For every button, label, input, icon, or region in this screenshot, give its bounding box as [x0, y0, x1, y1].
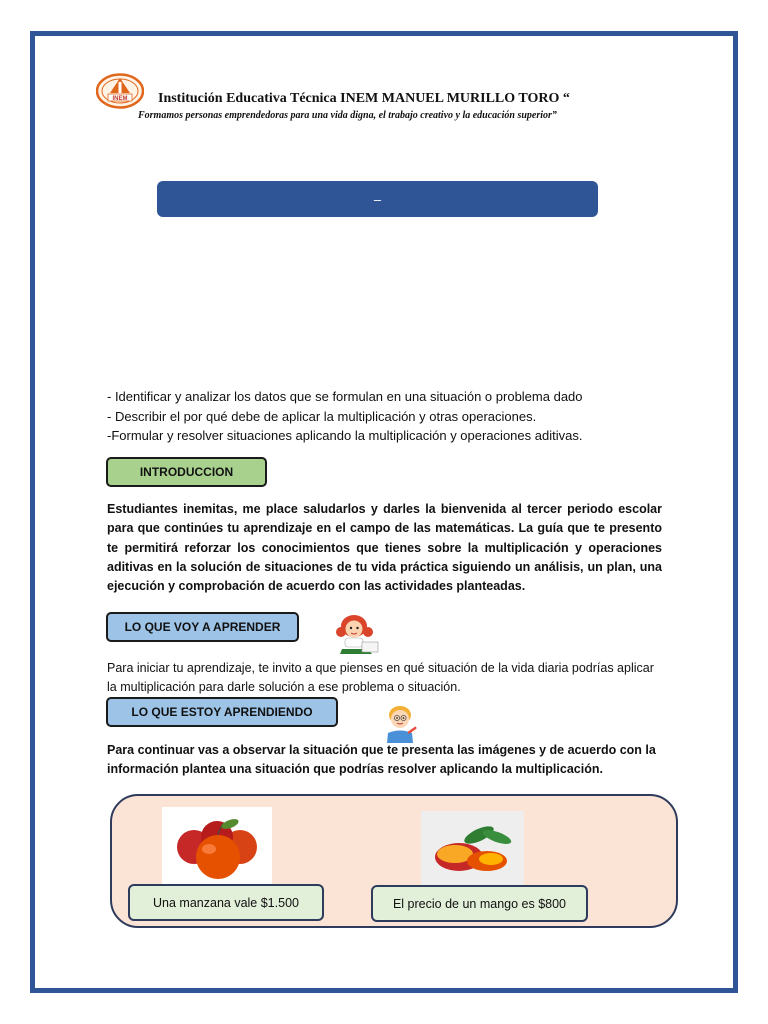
objective-item: -Formular y resolver situaciones aplicando la multiplicación y operaciones aditivas. [107, 428, 583, 443]
boy-student-icon [380, 703, 422, 745]
continue-line: información plantea una situación que podrías resolver aplicando la multiplicación. [107, 762, 603, 777]
continue-line: Para continuar vas a observar la situación que te presenta las imágenes y de acuerdo con la [107, 743, 656, 757]
apples-image [162, 807, 272, 887]
logo-text: INEM [112, 96, 128, 102]
continue-paragraph [107, 741, 662, 780]
learn-paragraph [107, 659, 662, 698]
learn-line: la multiplicación para darle solución a ese problema o situación. [107, 680, 461, 695]
institution-slogan: Formamos personas emprendedoras para una vida digna, el trabajo creativo y la educación superior” [138, 110, 557, 121]
mango-image [421, 811, 524, 885]
school-logo-icon [96, 73, 144, 109]
lo-que-voy-a-aprender-label: LO QUE VOY A APRENDER [106, 612, 299, 642]
institution-title: Institución Educativa Técnica INEM MANUEL MURILLO TORO “ [158, 91, 570, 106]
intro-paragraph: Estudiantes inemitas, me place saludarlos y darles la bienvenida al tercer periodo escolar para que continúes tu aprendizaje en el campo de las matemáticas. La guía que te presento te permitirá reforzar los conocimientos que tienes sobre la multiplicación y operaciones aditivas en la solución de situaciones de tu vida práctica siguiendo un análisis, un plan, una ejecución y comprobación de acuerdo con las actividades planteadas. [107, 502, 662, 594]
objective-item: - Describir el por qué debe de aplicar la multiplicación y otras operaciones. [107, 408, 537, 424]
introduccion-label: INTRODUCCION [106, 457, 267, 487]
title-banner [157, 181, 598, 217]
apple-price-label: Una manzana vale $1.500 [128, 884, 324, 921]
objectives-list [107, 387, 667, 446]
mango-price-label: El precio de un mango es $800 [371, 885, 588, 922]
banner-text: – [373, 191, 382, 207]
girl-student-icon [332, 612, 382, 658]
learn-line: Para iniciar tu aprendizaje, te invito a que pienses en qué situación de la vida diaria podrías aplicar [107, 661, 654, 675]
objective-item: - Identificar y analizar los datos que se formulan en una situación o problema dado [107, 389, 583, 404]
lo-que-estoy-aprendiendo-label: LO QUE ESTOY APRENDIENDO [106, 697, 338, 727]
